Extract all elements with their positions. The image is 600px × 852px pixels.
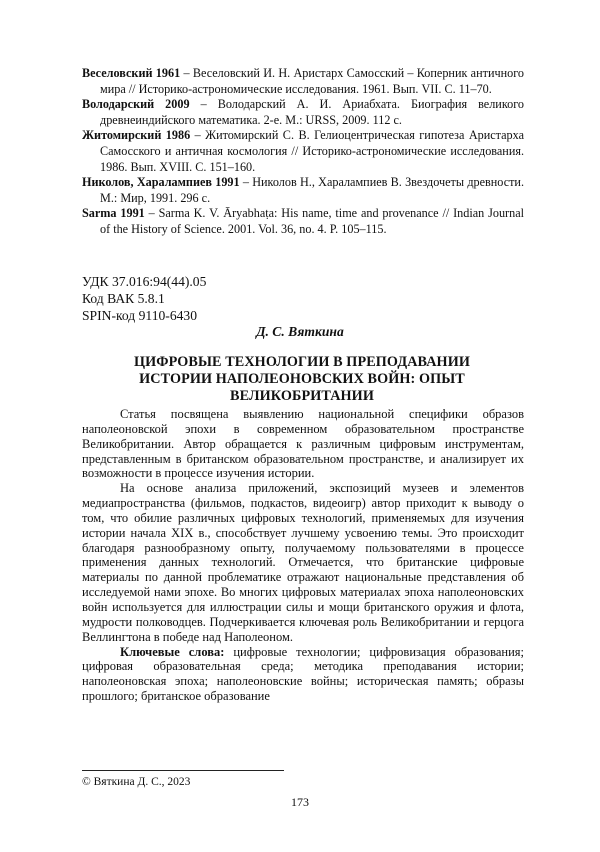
copyright-note: © Вяткина Д. С., 2023 [82,776,191,788]
abstract [82,407,524,704]
udk-code: УДК 37.016:94(44).05 [82,274,207,289]
classification-codes [82,274,206,324]
reference-key: Володарский 2009 [82,97,190,112]
abstract-paragraph: На основе анализа приложений, экспозиций музеев и элементов медиапространства (фильмов, подкастов, видеоигр) автор приходит к выводу о том, что обилие различных цифровых технологий, применяемых для изучения истории начала XIX в., способствует лучшему усвоению темы. Это происходит благодаря разнообразному опыту, получаемому пользователями в процессе применения данных технологий. Отмечается, что британские цифровые материалы по данной проблематике отражают национальные представления об исследуемой нами эпохе. Во многих цифровых материалах эпоха наполеоновских войн используется для иллюстрации силы и мощи британского оружия и флота, мудрости полководцев. Подчеркивается ключевая роль Великобритании и герцога Веллингтона в победе над Наполеоном. [82,481,524,644]
reference-text: – Николов Н., Харалампиев В. Звездочеты древности. М.: Мир, 1991. 296 с. [100,175,524,205]
reference-text: – Володарский А. И. Ариабхата. Биография великого древнеиндийского математика. 2-е. М.: URSS, 2009. 112 с. [100,97,524,127]
page-number: 173 [291,795,309,809]
abstract-paragraph: Статья посвящена выявлению национальной специфики образов наполеоновской эпохи в современном образовательном пространстве Великобритании. Автор обращается к различным цифровым инструментам, представленным в британском образовательном пространстве, и анализирует их возможности в процессе изучения истории. [82,407,524,481]
keywords-text: цифровые технологии; цифровизация образования; цифровая образовательная среда; методика преподавания истории; наполеоновская эпоха; наполеоновские войны; историческая память; образы прошлого; британское образование [82,644,524,704]
author-name: Д. С. Вяткина [256,324,344,339]
reference-item [82,128,524,175]
reference-key: Sarma 1991 [82,206,145,221]
reference-item [82,175,524,206]
reference-key: Николов, Харалампиев 1991 [82,175,240,190]
reference-key: Веселовский 1961 [82,66,181,80]
keywords-label: Ключевые слова: [120,644,225,659]
reference-item [82,206,524,237]
reference-text: – Sarma K. V. Āryabhaṭa: His name, time and provenance // Indian Journal of the History of Science. 2001. Vol. 36, no. 4. P. 105–115. [100,206,524,236]
spin-code: SPIN-код 9110-6430 [82,307,198,323]
article-title: ЦИФРОВЫЕ ТЕХНОЛОГИИ В ПРЕПОДАВАНИИ ИСТОРИИ НАПОЛЕОНОВСКИХ ВОЙН: ОПЫТ ВЕЛИКОБРИТАНИИ [134,354,470,404]
reference-item [82,66,524,97]
reference-key: Житомирский 1986 [82,128,191,143]
vak-code: Код ВАК 5.8.1 [82,290,165,306]
reference-text: – Житомирский С. В. Гелиоцентрическая гипотеза Аристарха Самосского и античная космология // Историко-астрономические исследования. 1986. Вып. XVIII. С. 151–160. [100,128,524,174]
reference-text: – Веселовский И. Н. Аристарх Самосский – Коперник античного мира // Историко-астрономические исследования. 1961. Вып. VII. С. 11–70. [100,66,524,96]
reference-list [82,66,524,238]
reference-item [82,97,524,128]
footnote-divider [82,770,284,771]
keywords-paragraph [82,645,524,704]
